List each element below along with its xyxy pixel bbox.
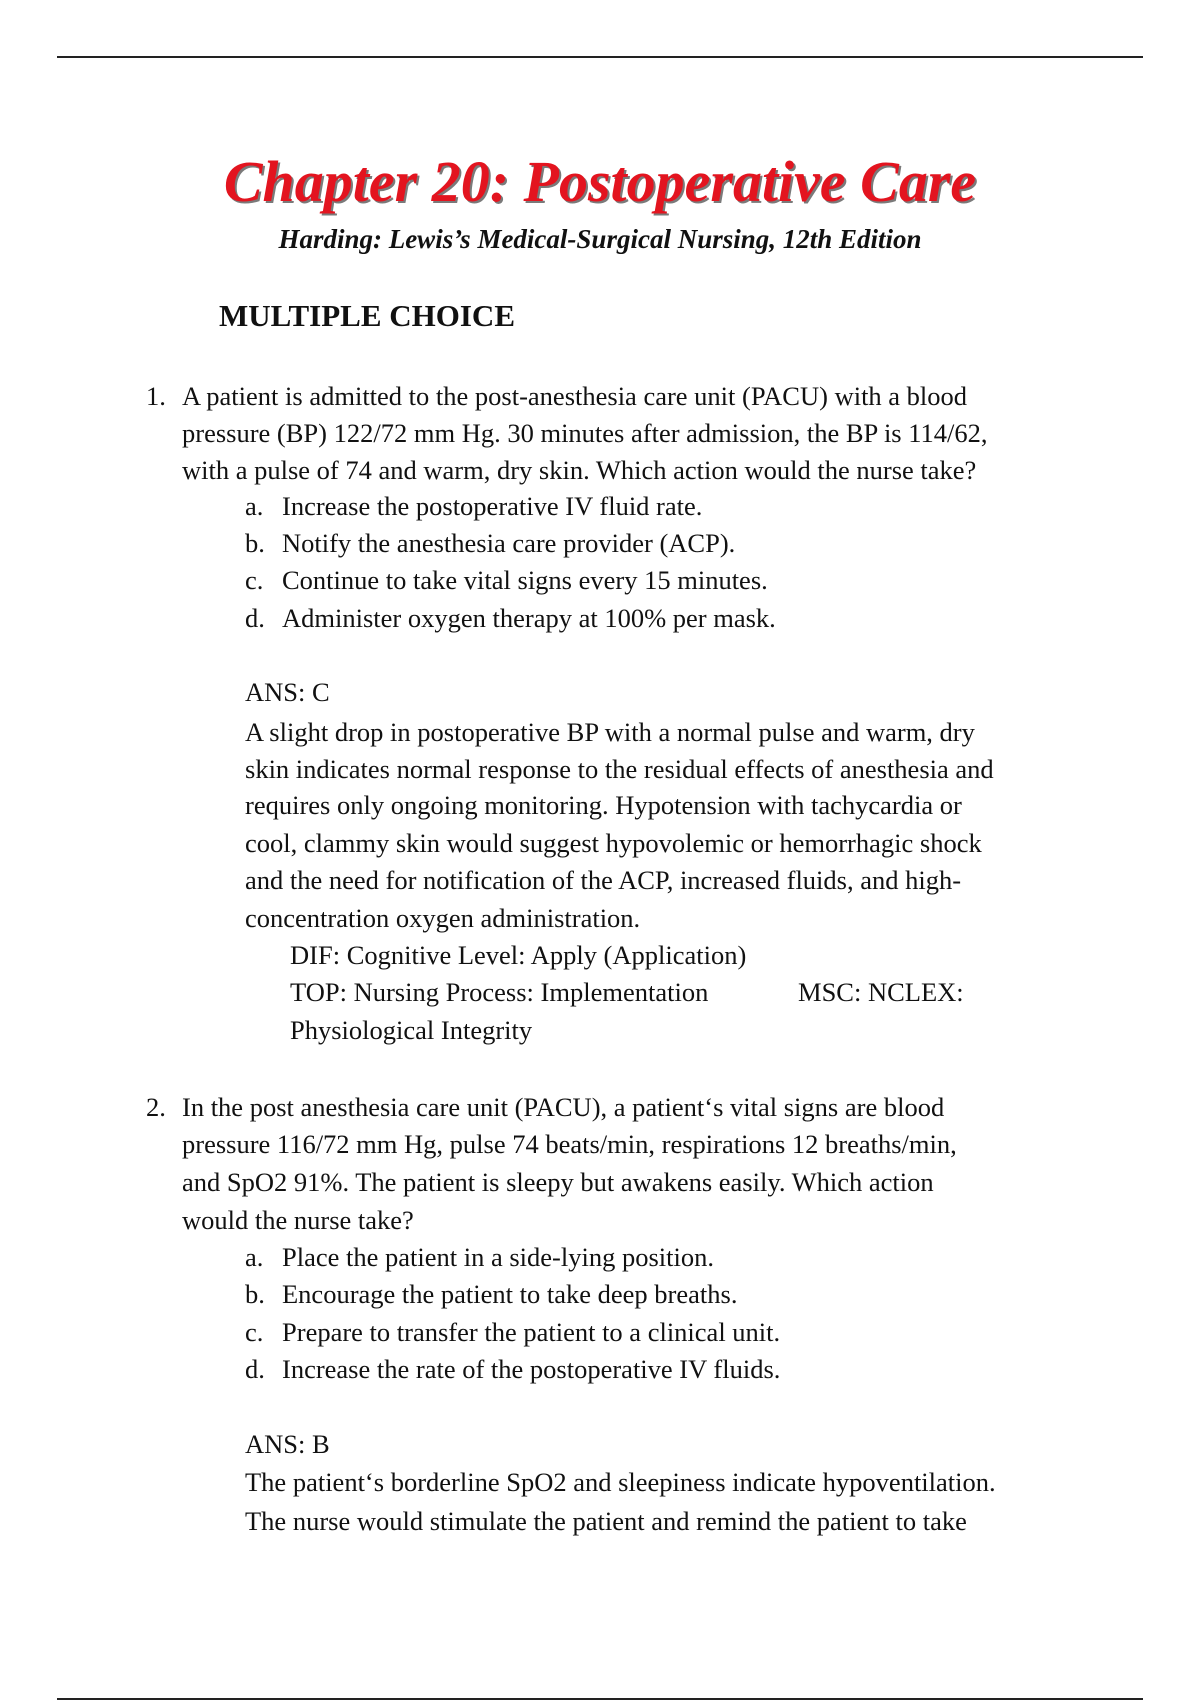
question-1-difficulty: DIF: Cognitive Level: Apply (Application)	[290, 940, 747, 970]
question-2-rationale-line: The nurse would stimulate the patient and remind the patient to take	[245, 1506, 967, 1536]
question-2-number: 2.	[146, 1092, 166, 1122]
question-1-msc: MSC: NCLEX:	[798, 977, 964, 1007]
question-2-option-letter: d.	[245, 1354, 265, 1384]
question-2-stem-line: pressure 116/72 mm Hg, pulse 74 beats/min, respirations 12 breaths/min,	[182, 1129, 957, 1159]
question-1-option-letter: b.	[245, 528, 265, 558]
question-2-answer: ANS: B	[245, 1429, 330, 1459]
question-2-option-b: Encourage the patient to take deep breaths.	[282, 1279, 738, 1309]
question-1-option-letter: a.	[245, 491, 264, 521]
question-1-option-letter: c.	[245, 565, 264, 595]
question-1-rationale-line: requires only ongoing monitoring. Hypotension with tachycardia or	[245, 790, 962, 820]
question-2-stem-line: would the nurse take?	[182, 1205, 414, 1235]
question-1-stem-line: pressure (BP) 122/72 mm Hg. 30 minutes after admission, the BP is 114/62,	[182, 418, 988, 448]
section-heading: MULTIPLE CHOICE	[219, 298, 515, 333]
question-2-rationale-line: The patient‘s borderline SpO2 and sleepiness indicate hypoventilation.	[245, 1467, 996, 1497]
chapter-title: Chapter 20: Postoperative Care	[223, 149, 977, 214]
question-2-stem-line: In the post anesthesia care unit (PACU), a patient‘s vital signs are blood	[182, 1092, 945, 1122]
question-1-option-b: Notify the anesthesia care provider (ACP).	[282, 528, 736, 558]
question-1-stem-line: A patient is admitted to the post-anesthesia care unit (PACU) with a blood	[182, 381, 968, 411]
question-1-rationale-line: and the need for notification of the ACP, increased fluids, and high-	[245, 865, 962, 895]
question-1-option-letter: d.	[245, 603, 265, 633]
question-2-option-letter: c.	[245, 1317, 264, 1347]
question-1-rationale-line: cool, clammy skin would suggest hypovolemic or hemorrhagic shock	[245, 828, 982, 858]
question-2-option-letter: b.	[245, 1279, 265, 1309]
question-2-option-letter: a.	[245, 1242, 264, 1272]
book-subtitle: Harding: Lewis’s Medical-Surgical Nursing, 12th Edition	[278, 224, 922, 254]
question-1-topic: TOP: Nursing Process: Implementation	[290, 977, 709, 1007]
question-1-msc-continued: Physiological Integrity	[290, 1015, 533, 1045]
question-2-option-d: Increase the rate of the postoperative IV fluids.	[282, 1354, 781, 1384]
question-1-option-a: Increase the postoperative IV fluid rate.	[282, 491, 703, 521]
question-2-option-c: Prepare to transfer the patient to a clinical unit.	[282, 1317, 781, 1347]
question-2-stem-line: and SpO2 91%. The patient is sleepy but awakens easily. Which action	[182, 1167, 934, 1197]
question-1-rationale-line: skin indicates normal response to the residual effects of anesthesia and	[245, 754, 994, 784]
question-2-option-a: Place the patient in a side-lying position.	[282, 1242, 715, 1272]
top-rule	[57, 56, 1143, 58]
question-1-rationale-line: A slight drop in postoperative BP with a normal pulse and warm, dry	[245, 717, 975, 747]
question-1-option-c: Continue to take vital signs every 15 minutes.	[282, 565, 768, 595]
question-1-option-d: Administer oxygen therapy at 100% per mask.	[282, 603, 776, 633]
question-1-answer: ANS: C	[245, 677, 330, 707]
question-1-number: 1.	[146, 381, 166, 411]
question-1-rationale-line: concentration oxygen administration.	[245, 903, 641, 933]
question-1-stem-line: with a pulse of 74 and warm, dry skin. Which action would the nurse take?	[182, 455, 977, 485]
